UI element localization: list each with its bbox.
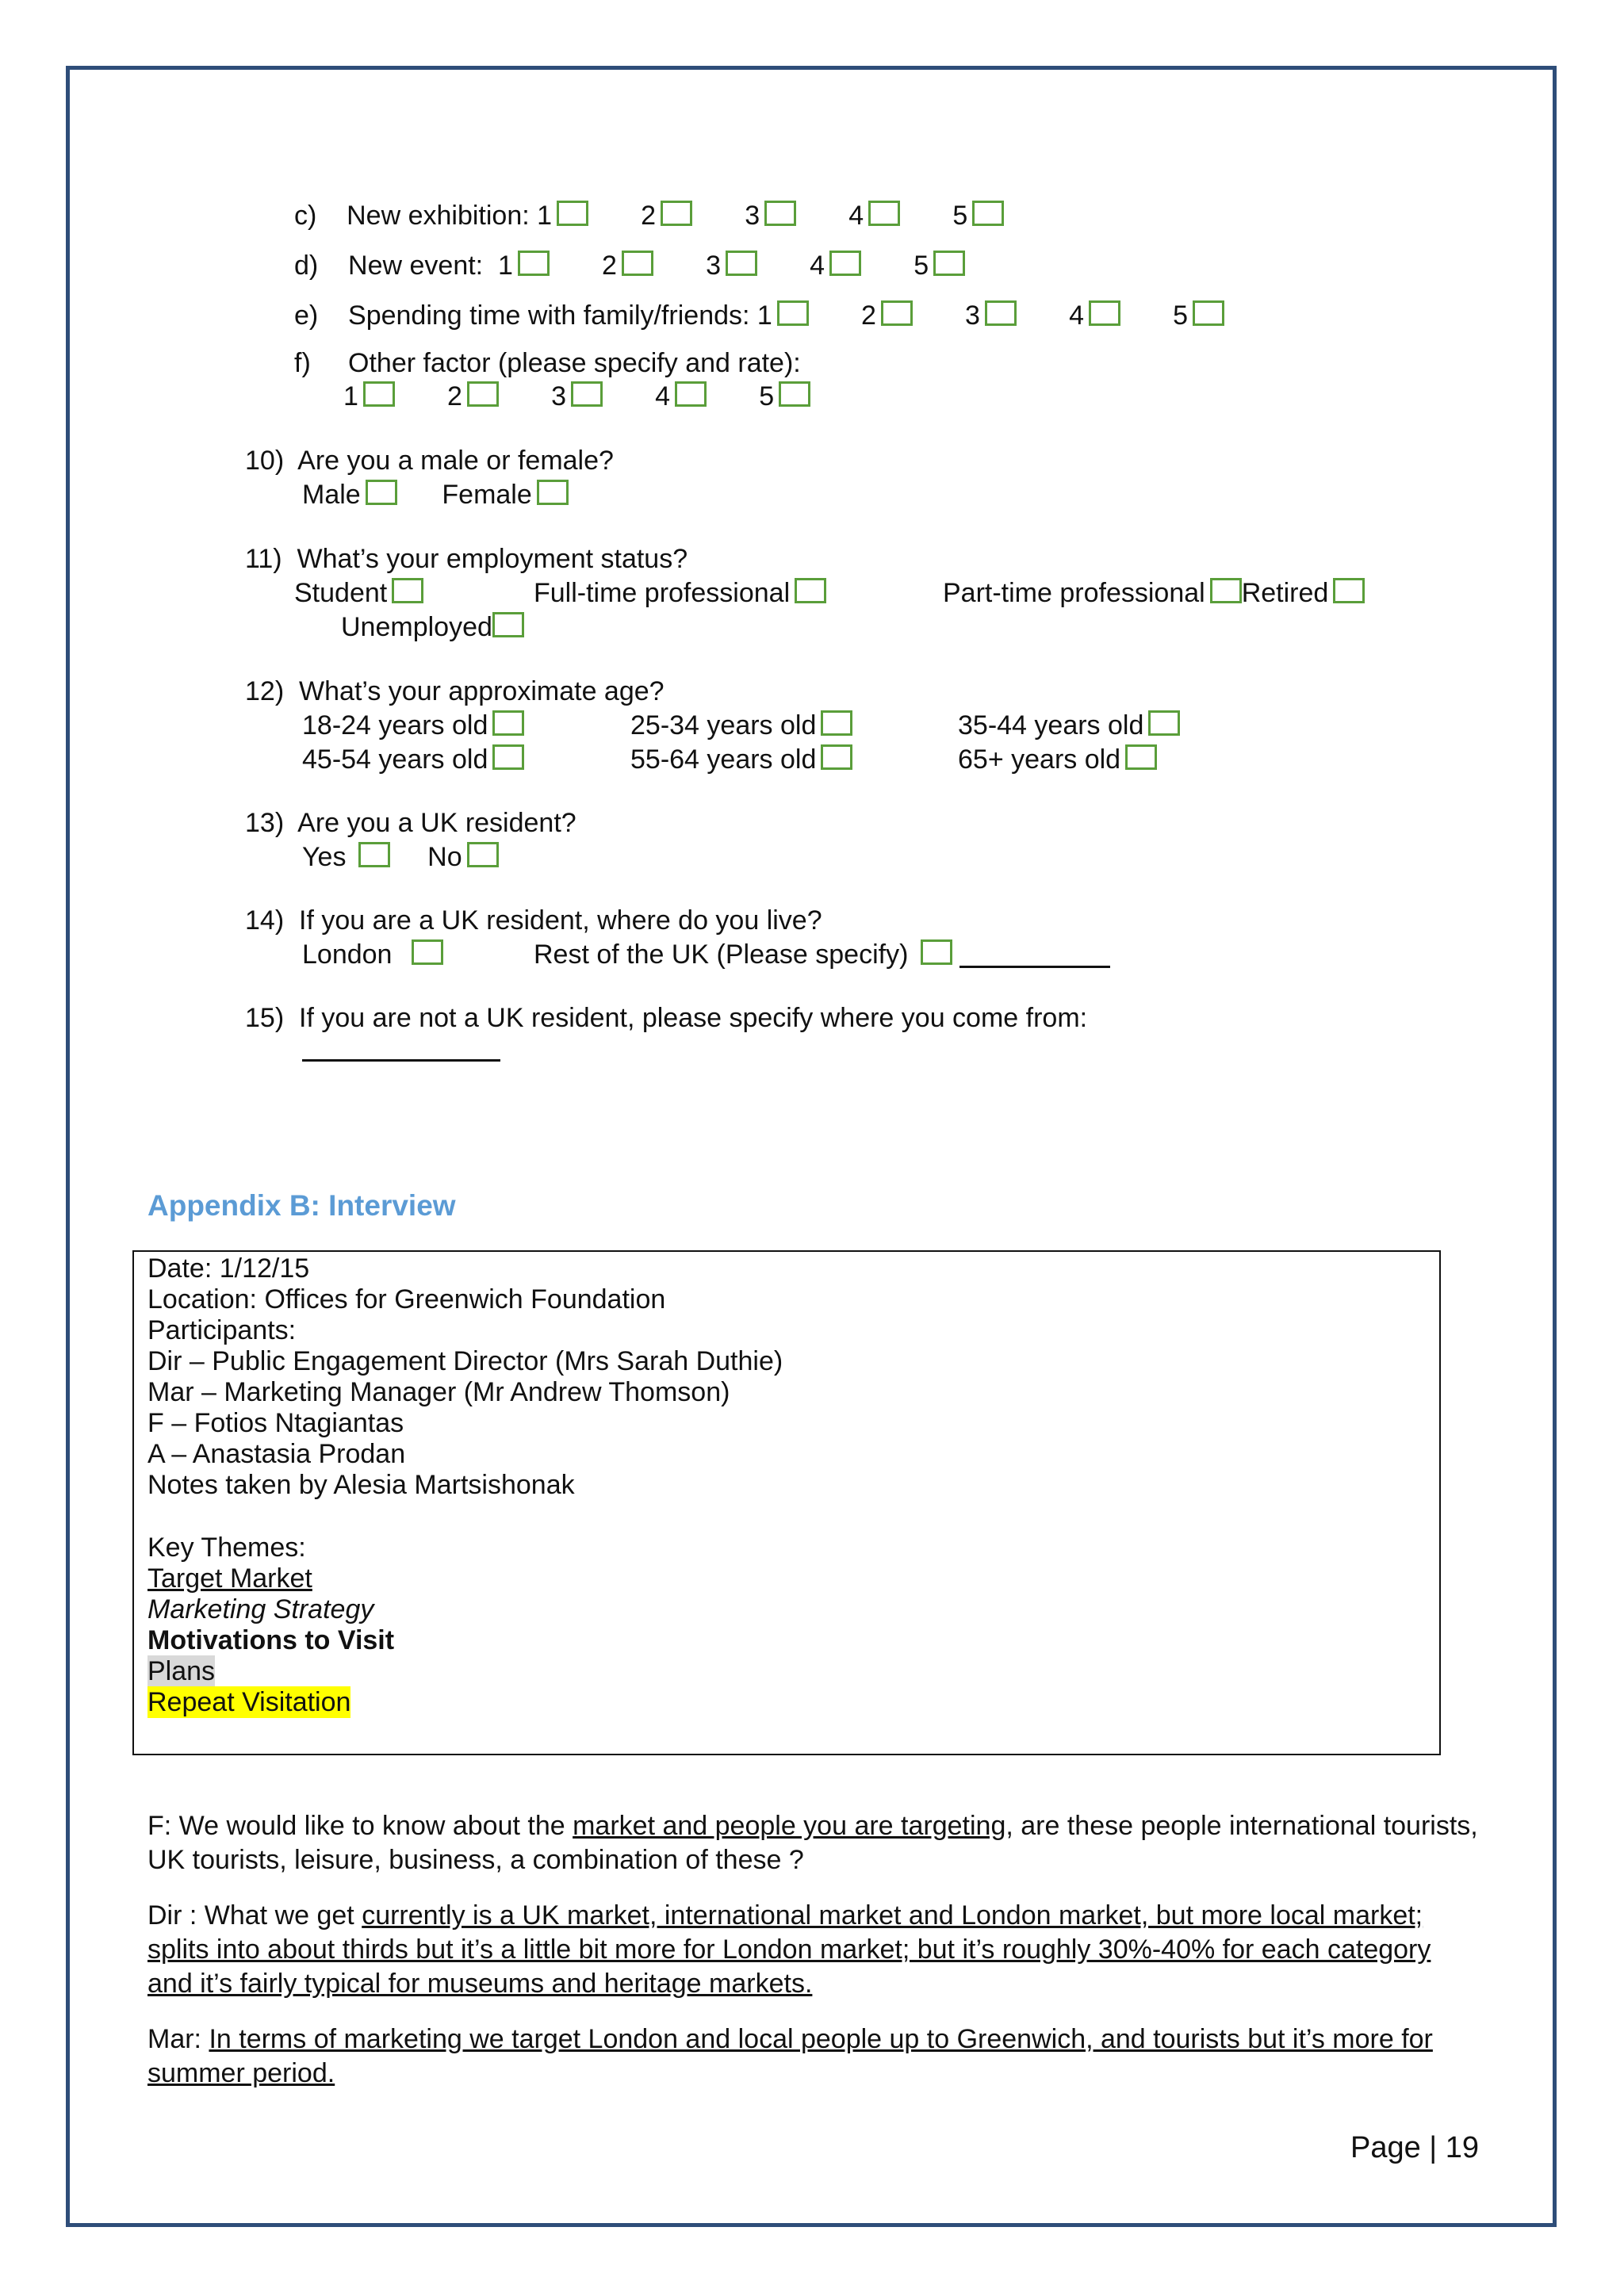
specify-line[interactable]: [959, 942, 1110, 968]
box-participant: F – Fotios Ntagiantas: [147, 1408, 404, 1438]
appendix-heading: Appendix B: Interview: [147, 1189, 456, 1222]
checkbox[interactable]: [779, 381, 810, 407]
checkbox[interactable]: [622, 251, 653, 276]
checkbox[interactable]: [492, 710, 524, 736]
option-student: Student: [294, 577, 423, 609]
checkbox-london[interactable]: [412, 939, 443, 965]
checkbox[interactable]: [1193, 300, 1224, 326]
checkbox[interactable]: [467, 381, 499, 407]
checkbox[interactable]: [726, 251, 757, 276]
interview-paragraph-mar: Mar: In terms of marketing we target London and local people up to Greenwich, and tourists but it’s more for summer period.: [147, 2024, 1433, 2088]
theme-target-market: Target Market: [147, 1563, 312, 1594]
option-rest-of-uk: Rest of the UK (Please specify): [534, 939, 1110, 970]
question-11: 11) What’s your employment status?: [245, 544, 688, 574]
checkbox[interactable]: [868, 201, 900, 226]
theme-repeat-visitation: Repeat Visitation: [147, 1687, 351, 1717]
question-d: d) New event: 1 2 3 4 5: [294, 250, 965, 281]
box-key-themes: Key Themes:: [147, 1533, 306, 1563]
checkbox-male[interactable]: [366, 480, 397, 505]
checkbox[interactable]: [571, 381, 603, 407]
checkbox[interactable]: [881, 300, 913, 326]
checkbox[interactable]: [518, 251, 550, 276]
checkbox[interactable]: [764, 201, 796, 226]
checkbox[interactable]: [972, 201, 1004, 226]
checkbox-retired[interactable]: [1333, 578, 1365, 603]
checkbox[interactable]: [821, 710, 852, 736]
checkbox-female[interactable]: [537, 480, 569, 505]
question-14: 14) If you are a UK resident, where do you live?: [245, 905, 822, 936]
box-participant: Dir – Public Engagement Director (Mrs Sarah Duthie): [147, 1346, 783, 1376]
checkbox-part-time[interactable]: [1210, 578, 1242, 603]
answer-line[interactable]: [302, 1037, 500, 1062]
theme-plans: Plans: [147, 1656, 216, 1686]
option-london: London: [302, 939, 443, 970]
page-number: Page | 19: [1350, 2131, 1479, 2164]
option-age-35-44: 35-44 years old: [958, 710, 1180, 741]
checkbox-student[interactable]: [392, 578, 423, 603]
question-12: 12) What’s your approximate age?: [245, 676, 665, 706]
box-participants: Participants:: [147, 1315, 297, 1345]
option-age-55-64: 55-64 years old: [630, 744, 852, 775]
checkbox-no[interactable]: [467, 842, 499, 867]
option-part-time: Part-time professional Retired: [943, 577, 1365, 609]
checkbox-rest-of-uk[interactable]: [921, 939, 952, 965]
box-notes: Notes taken by Alesia Martsishonak: [147, 1470, 575, 1500]
option-age-45-54: 45-54 years old: [302, 744, 524, 775]
checkbox[interactable]: [557, 201, 588, 226]
option-full-time: Full-time professional: [534, 577, 826, 609]
checkbox[interactable]: [661, 201, 692, 226]
option-age-25-34: 25-34 years old: [630, 710, 852, 741]
question-10: 10) Are you a male or female?: [245, 446, 614, 476]
question-15: 15) If you are not a UK resident, please specify where you come from:: [245, 1003, 1088, 1033]
checkbox[interactable]: [363, 381, 395, 407]
checkbox-yes[interactable]: [358, 842, 390, 867]
option-age-18-24: 18-24 years old: [302, 710, 524, 741]
question-e: e) Spending time with family/friends: 1 2 3 4 5: [294, 300, 1224, 331]
question-10-options: Male Female: [302, 479, 569, 511]
theme-marketing-strategy: Marketing Strategy: [147, 1594, 374, 1624]
question-f-ratings: 1 2 3 4 5: [343, 381, 810, 412]
checkbox[interactable]: [985, 300, 1017, 326]
checkbox[interactable]: [675, 381, 707, 407]
box-date: Date: 1/12/15: [147, 1253, 310, 1284]
checkbox[interactable]: [933, 251, 965, 276]
checkbox-unemployed[interactable]: [492, 612, 524, 637]
checkbox[interactable]: [1125, 744, 1157, 770]
question-f: f) Other factor (please specify and rate):: [294, 348, 801, 378]
interview-paragraph-dir: Dir : What we get currently is a UK market, international market and London market, but more local market; splits into about thirds but it’s a little bit more for London market; but it’s roughly 30%-40% for each category and it’s fairly typical for museums and heritage markets.: [147, 1900, 1431, 1999]
checkbox-full-time[interactable]: [795, 578, 826, 603]
box-participant: A – Anastasia Prodan: [147, 1439, 406, 1469]
box-participant: Mar – Marketing Manager (Mr Andrew Thomson): [147, 1377, 730, 1407]
question-13: 13) Are you a UK resident?: [245, 808, 576, 838]
interview-info-box: [132, 1250, 1441, 1755]
theme-motivations: Motivations to Visit: [147, 1625, 395, 1655]
question-13-options: Yes No: [302, 841, 499, 873]
box-location: Location: Offices for Greenwich Foundation: [147, 1284, 666, 1314]
interview-paragraph-f: F: We would like to know about the market and people you are targeting, are these people international tourists, UK tourists, leisure, business, a combination of these ?: [147, 1811, 1478, 1875]
checkbox[interactable]: [1089, 300, 1120, 326]
checkbox[interactable]: [829, 251, 861, 276]
checkbox[interactable]: [777, 300, 809, 326]
question-c: c) New exhibition: 1 2 3 4 5: [294, 200, 1004, 232]
checkbox[interactable]: [1148, 710, 1180, 736]
option-age-65: 65+ years old: [958, 744, 1157, 775]
checkbox[interactable]: [821, 744, 852, 770]
checkbox[interactable]: [492, 744, 524, 770]
option-unemployed: Unemployed: [341, 611, 524, 643]
